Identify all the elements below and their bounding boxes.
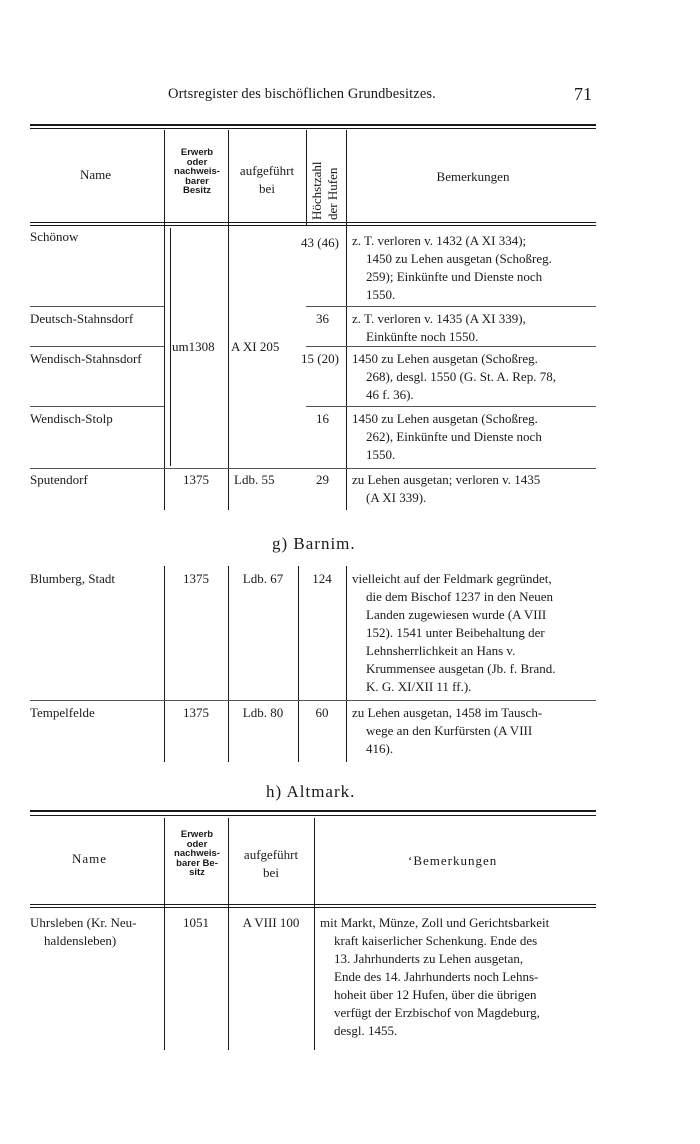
row-remarks: z. T. verloren v. 1435 (A XI 339), Einkünfte noch 1550.: [352, 311, 526, 344]
row-name: Tempelfelde: [30, 705, 95, 720]
row-hufen: 15 (20): [301, 351, 339, 366]
row-name: Deutsch-Stahnsdorf: [30, 311, 134, 326]
row-aufgefuehrt: Ldb. 55: [234, 472, 275, 487]
header-name: Name: [80, 167, 112, 182]
row-hufen: 29: [316, 472, 329, 487]
row-erwerb: 1375: [183, 705, 209, 720]
header-erwerb: Erwerb oder nachweis- barer Be- sitz: [174, 829, 220, 878]
row-erwerb: 1375: [183, 472, 209, 487]
row-hufen: 16: [316, 411, 329, 426]
section-heading-altmark: h) Altmark.: [266, 782, 356, 801]
row-hufen: 60: [315, 705, 329, 720]
row-remarks: 1450 zu Lehen ausgetan (Schoßreg. 268), desgl. 1550 (G. St. A. Rep. 78, 46 f. 36).: [352, 351, 556, 402]
row-name: Blumberg, Stadt: [30, 571, 115, 586]
header-name: Name: [72, 851, 108, 866]
row-remarks: mit Markt, Münze, Zoll und Gerichtsbarkeit kraft kaiserlicher Schenkung. Ende des 13. Jahrhunderts zu Lehen ausgetan, Ende des 14. Jahrhunderts noch Lehns- hoheit über 12 Hufen, über die übrigen verfügt der Erzbischof von Magdeburg, desgl. 1455.: [320, 915, 550, 1038]
page-number: 71: [574, 84, 592, 104]
section-heading-barnim: g) Barnim.: [272, 534, 356, 553]
row-aufgefuehrt: Ldb. 80: [242, 705, 284, 720]
row-hufen: 43 (46): [301, 235, 339, 250]
header-aufgefuehrt: aufgeführt bei: [243, 847, 299, 880]
row-remarks: zu Lehen ausgetan; verloren v. 1435 (A XI 339).: [352, 472, 541, 505]
row-name: Schönow: [30, 229, 79, 244]
group-erwerb-value: um1308: [172, 339, 215, 354]
row-hufen: 124: [312, 571, 332, 586]
row-name: Wendisch-Stahnsdorf: [30, 351, 142, 366]
row-hufen: 36: [316, 311, 329, 326]
row-name: Wendisch-Stolp: [30, 411, 113, 426]
row-remarks: 1450 zu Lehen ausgetan (Schoßreg. 262), Einkünfte und Dienste noch 1550.: [352, 411, 542, 462]
row-name: Uhrsleben (Kr. Neu- haldensleben): [30, 915, 137, 948]
header-aufgefuehrt: aufgeführt bei: [239, 163, 295, 196]
row-aufgefuehrt: A VIII 100: [242, 915, 300, 930]
row-erwerb: 1051: [183, 915, 209, 930]
row-remarks: vielleicht auf der Feldmark gegründet, die dem Bischof 1237 in den Neuen Landen zugewiesen wurde (A VIII 152). 1541 unter Beibehaltung der Lehnsherrlichkeit an Hans v. Krummensee ausgetan (Jb. f. Brand. K. G. XI/XII 11 ff.).: [352, 571, 556, 694]
header-bemerkungen: ʻBemerkungen: [408, 853, 498, 868]
group-aufgefuehrt-value: A XI 205: [231, 339, 280, 354]
header-erwerb: Erwerb oder nachweis- barer Besitz: [174, 147, 220, 196]
header-bemerkungen: Bemerkungen: [436, 169, 510, 184]
row-remarks: z. T. verloren v. 1432 (A XI 334); 1450 zu Lehen ausgetan (Schoßreg. 259); Einkünfte und Dienste noch 1550.: [352, 233, 552, 302]
row-aufgefuehrt: Ldb. 67: [242, 571, 284, 586]
row-remarks: zu Lehen ausgetan, 1458 im Tausch- wege an den Kurfürsten (A VIII 416).: [352, 705, 543, 756]
running-header-title: Ortsregister des bischöflichen Grundbesitzes.: [168, 86, 436, 102]
row-name: Sputendorf: [30, 472, 88, 487]
row-erwerb: 1375: [183, 571, 209, 586]
